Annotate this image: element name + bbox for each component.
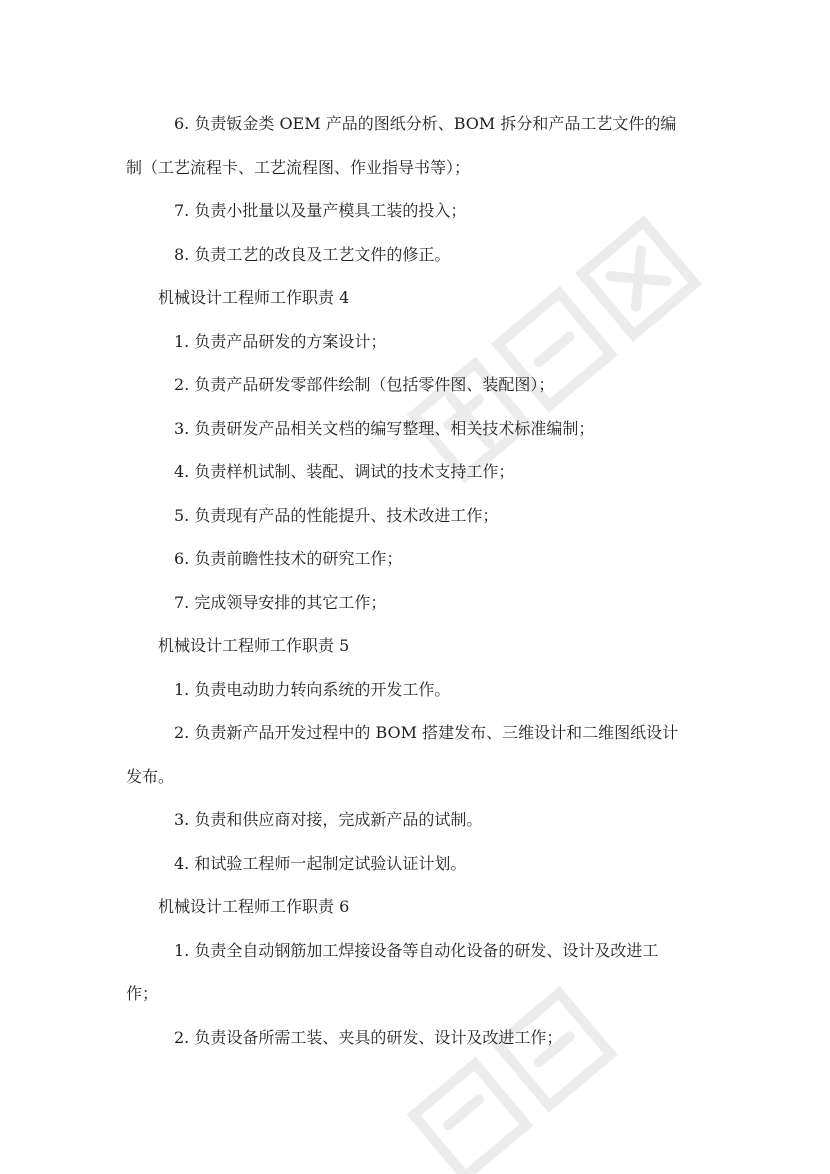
- list-item: 4. 和试验工程师一起制定试验认证计划。: [174, 854, 467, 873]
- list-item: 8. 负责工艺的改良及工艺文件的修正。: [174, 245, 451, 264]
- list-item-continuation: 作；: [126, 984, 159, 1003]
- list-item: 2. 负责设备所需工装、夹具的研发、设计及改进工作；: [174, 1028, 563, 1047]
- list-item: 2. 负责产品研发零部件绘制（包括零件图、装配图）；: [174, 375, 555, 394]
- list-item: 6. 负责钣金类 OEM 产品的图纸分析、BOM 拆分和产品工艺文件的编: [174, 114, 677, 133]
- list-item: 5. 负责现有产品的性能提升、技术改进工作；: [174, 506, 499, 525]
- section-heading: 机械设计工程师工作职责 6: [158, 897, 350, 916]
- list-item: 1. 负责电动助力转向系统的开发工作。: [174, 680, 451, 699]
- list-item: 7. 完成领导安排的其它工作；: [174, 593, 387, 612]
- list-item: 3. 负责研发产品相关文档的编写整理、相关技术标准编制；: [174, 419, 595, 438]
- list-item: 1. 负责产品研发的方案设计；: [174, 332, 387, 351]
- list-item: 4. 负责样机试制、装配、调试的技术支持工作；: [174, 462, 515, 481]
- list-item-continuation: 发布。: [126, 767, 175, 786]
- section-heading: 机械设计工程师工作职责 4: [158, 288, 350, 307]
- list-item: 2. 负责新产品开发过程中的 BOM 搭建发布、三维设计和二维图纸设计: [174, 723, 679, 742]
- section-heading: 机械设计工程师工作职责 5: [158, 636, 350, 655]
- list-item: 7. 负责小批量以及量产模具工装的投入；: [174, 201, 467, 220]
- list-item: 6. 负责前瞻性技术的研究工作；: [174, 549, 403, 568]
- list-item-continuation: 制（工艺流程卡、工艺流程图、作业指导书等）；: [126, 158, 471, 177]
- list-item: 1. 负责全自动钢筋加工焊接设备等自动化设备的研发、设计及改进工: [174, 941, 659, 960]
- list-item: 3. 负责和供应商对接，完成新产品的试制。: [174, 810, 483, 829]
